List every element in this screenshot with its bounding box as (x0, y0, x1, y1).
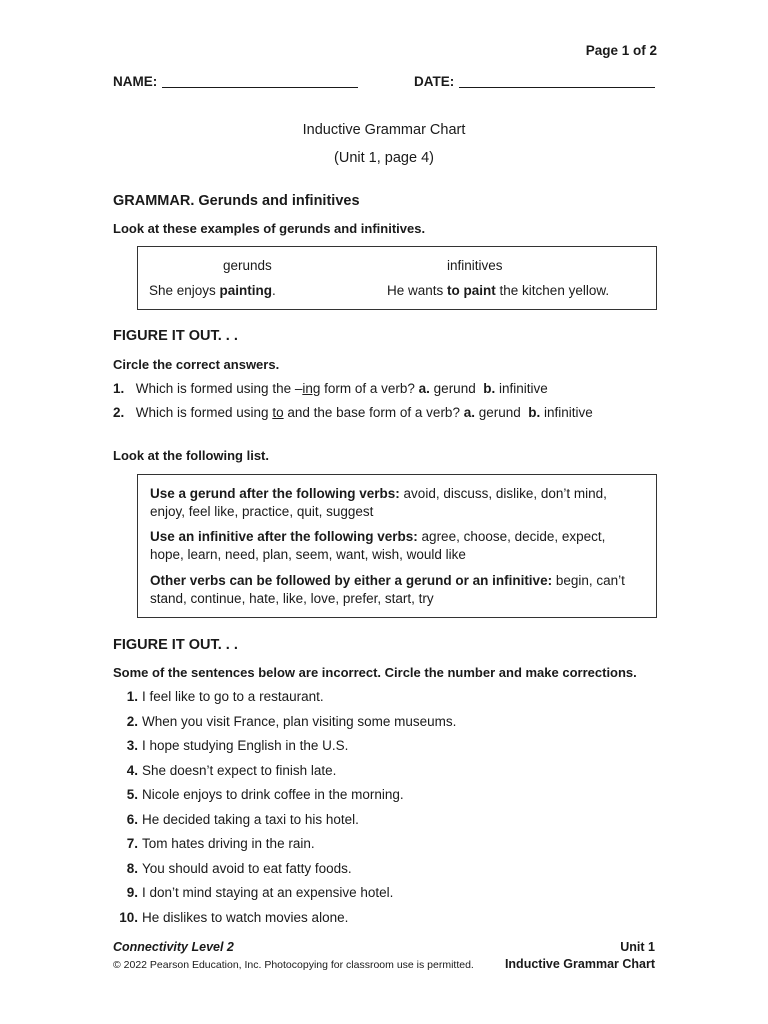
question-2-number: 2. (113, 405, 125, 420)
sentence-number[interactable]: 2. (126, 713, 138, 729)
gerund-example (149, 283, 276, 298)
examples-table (137, 246, 657, 310)
gerunds-header: gerunds (223, 258, 272, 273)
infinitive-verbs-rule-text: agree, choose, decide, expect, hope, learn, need, plan, seem, want, wish, would like (150, 529, 606, 562)
sentence-number[interactable]: 5. (126, 787, 138, 802)
question-1-option-b-text[interactable]: infinitive (495, 381, 548, 396)
question-1-option-a[interactable]: a. (418, 381, 430, 396)
gerund-verbs-rule-text: avoid, discuss, dislike, don’t mind, enjoy, feel like, practice, quit, suggest (150, 486, 607, 519)
verb-rules-box (137, 474, 657, 618)
sentence-text: When you visit France, plan visiting some museums. (142, 713, 457, 729)
either-verbs-rule-text: begin, can’t stand, continue, hate, like, love, prefer, start, try (150, 573, 625, 606)
gerund-example-post: . (272, 283, 276, 298)
grammar-instruction: Look at these examples of gerunds and infinitives. (113, 221, 426, 236)
infinitives-header: infinitives (447, 258, 503, 273)
question-1-option-b[interactable]: b. (483, 381, 496, 396)
question-1 (113, 381, 548, 396)
gerund-verbs-rule-label: Use a gerund after the following verbs: (150, 486, 400, 501)
name-label: NAME: (113, 74, 158, 89)
page-subtitle: (Unit 1, page 4) (334, 150, 434, 166)
name-field[interactable] (162, 73, 358, 88)
infinitive-example-post: the kitchen yellow. (495, 283, 610, 298)
list-item (113, 910, 348, 925)
page-number: Page 1 of 2 (585, 43, 657, 58)
question-2-post: and the base form of a verb? (283, 405, 464, 420)
infinitive-example-pre: He wants (387, 283, 448, 298)
question-2-option-b-text[interactable]: infinitive (540, 405, 593, 420)
question-1-number: 1. (113, 381, 125, 396)
question-1-post: form of a verb? (320, 381, 419, 396)
figure-it-out-heading-1: FIGURE IT OUT. . . (113, 328, 238, 344)
sentence-text: I hope studying English in the U.S. (142, 738, 349, 753)
footer-chart-name: Inductive Grammar Chart (504, 957, 655, 971)
list-item (113, 787, 404, 802)
footer-series: Connectivity Level 2 (113, 940, 234, 954)
sentence-text: He decided taking a taxi to his hotel. (142, 811, 359, 827)
infinitive-example-bold: to paint (447, 283, 496, 298)
sentence-number[interactable]: 10. (119, 909, 138, 925)
list-item (113, 836, 315, 851)
list-instruction: Look at the following list. (113, 448, 269, 463)
list-item (113, 885, 393, 900)
question-1-underlined: ing (302, 381, 321, 396)
gerund-verbs-rule (150, 485, 640, 521)
sentence-number[interactable]: 3. (126, 738, 138, 753)
sentence-text: She doesn’t expect to finish late. (142, 762, 337, 778)
infinitive-verbs-rule-label: Use an infinitive after the following verbs: (150, 529, 418, 544)
sentence-text: I feel like to go to a restaurant. (142, 689, 324, 704)
date-field[interactable] (459, 73, 655, 88)
list-item (113, 812, 359, 827)
sentence-number[interactable]: 9. (126, 885, 138, 900)
sentence-text: Tom hates driving in the rain. (142, 836, 315, 851)
question-2-underlined: to (272, 405, 284, 420)
figure-it-out-heading-2: FIGURE IT OUT. . . (113, 637, 238, 653)
gerund-example-pre: She enjoys (149, 283, 220, 298)
list-item (113, 689, 324, 704)
sentence-number[interactable]: 4. (126, 762, 138, 778)
sentence-number[interactable]: 1. (126, 689, 138, 704)
question-2-pre: Which is formed using (135, 405, 273, 420)
question-1-option-a-text[interactable]: gerund (429, 381, 484, 396)
date-label: DATE: (414, 74, 455, 89)
grammar-heading: GRAMMAR. Gerunds and infinitives (113, 193, 360, 209)
gerund-example-bold: painting (219, 283, 273, 298)
sentence-number[interactable]: 8. (126, 860, 138, 876)
page-title: Inductive Grammar Chart (302, 122, 466, 138)
sentence-text: You should avoid to eat fatty foods. (142, 860, 352, 876)
infinitive-example (387, 283, 609, 298)
list-item (113, 714, 456, 729)
question-2-option-a[interactable]: a. (463, 405, 475, 420)
sentence-text: He dislikes to watch movies alone. (142, 909, 349, 925)
question-2-option-b[interactable]: b. (528, 405, 541, 420)
either-verbs-rule (150, 572, 640, 608)
list-item (113, 861, 352, 876)
figure1-instruction: Circle the correct answers. (113, 357, 280, 372)
list-item (113, 738, 348, 753)
list-item (113, 763, 336, 778)
footer-copyright: © 2022 Pearson Education, Inc. Photocopying for classroom use is permitted. (113, 959, 474, 971)
sentence-text: Nicole enjoys to drink coffee in the morning. (142, 787, 404, 802)
sentence-number[interactable]: 7. (126, 836, 138, 851)
question-1-pre: Which is formed using the – (135, 381, 303, 396)
figure2-instruction: Some of the sentences below are incorrect. Circle the number and make corrections. (113, 665, 637, 680)
infinitive-verbs-rule (150, 528, 640, 564)
footer-unit: Unit 1 (620, 940, 655, 954)
question-2 (113, 405, 593, 420)
either-verbs-rule-label: Other verbs can be followed by either a gerund or an infinitive: (150, 573, 553, 588)
sentence-number[interactable]: 6. (126, 811, 138, 827)
sentence-text: I don’t mind staying at an expensive hotel. (142, 885, 394, 900)
question-2-option-a-text[interactable]: gerund (474, 405, 529, 420)
